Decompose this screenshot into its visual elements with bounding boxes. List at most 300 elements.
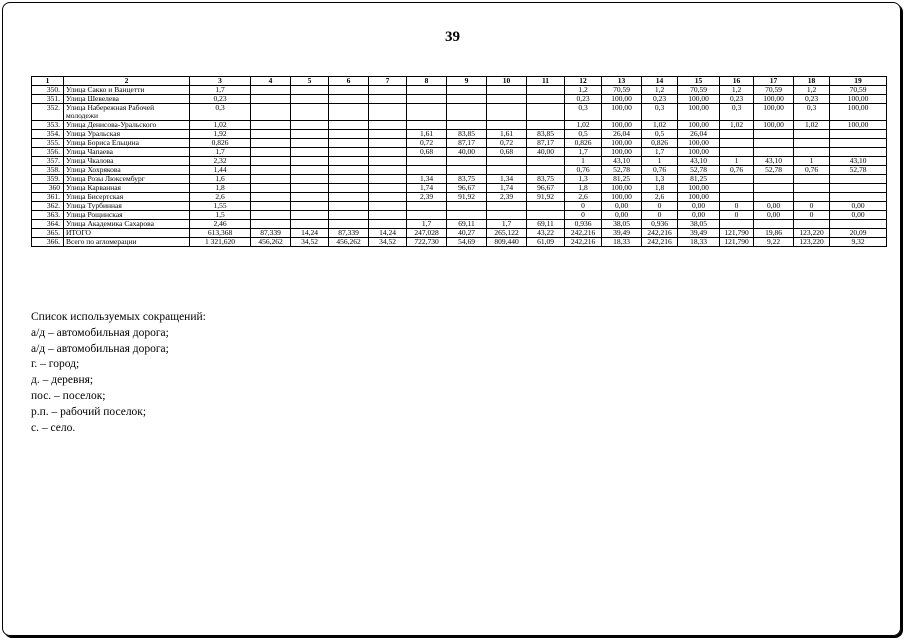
table-cell — [794, 130, 830, 139]
table-cell — [369, 157, 407, 166]
column-header: 6 — [329, 77, 369, 86]
table-cell — [447, 166, 487, 175]
table-cell: 0,936 — [565, 220, 602, 229]
table-row — [32, 166, 887, 175]
table-cell — [369, 139, 407, 148]
table-cell — [407, 211, 447, 220]
table-cell: 100,00 — [602, 148, 642, 157]
table-cell: 52,78 — [602, 166, 642, 175]
table-cell: 2,46 — [190, 220, 251, 229]
table-cell: 43,10 — [602, 157, 642, 166]
table-cell — [291, 175, 329, 184]
table-cell: 26,04 — [678, 130, 720, 139]
table-cell — [291, 157, 329, 166]
table-cell — [251, 157, 291, 166]
table-row — [32, 86, 887, 95]
table-cell — [251, 130, 291, 139]
table-cell: 0 — [794, 202, 830, 211]
table-cell: 9,32 — [830, 238, 887, 247]
table-cell — [369, 175, 407, 184]
table-cell: 0,76 — [565, 166, 602, 175]
table-cell — [447, 104, 487, 121]
row-number: 356. — [32, 148, 64, 157]
table-cell — [527, 157, 565, 166]
table-cell — [251, 175, 291, 184]
table-cell — [251, 184, 291, 193]
street-name: Улица Чкалова — [64, 157, 190, 166]
street-name: Улица Шевелева — [64, 95, 190, 104]
table-cell: 1,74 — [407, 184, 447, 193]
table-cell: 1,2 — [720, 86, 754, 95]
table-cell — [291, 166, 329, 175]
street-name: Улица Бисертская — [64, 193, 190, 202]
table-cell — [754, 148, 794, 157]
column-header: 14 — [642, 77, 678, 86]
table-cell: 1,02 — [190, 121, 251, 130]
table-cell — [329, 220, 369, 229]
table-cell — [447, 86, 487, 95]
table-cell: 100,00 — [678, 148, 720, 157]
table-cell: 83,85 — [447, 130, 487, 139]
row-number: 354. — [32, 130, 64, 139]
table-cell: 100,00 — [830, 104, 887, 121]
table-cell — [329, 166, 369, 175]
table-cell — [527, 95, 565, 104]
table-cell: 100,00 — [754, 95, 794, 104]
table-cell: 87,17 — [447, 139, 487, 148]
table-cell: 0 — [720, 211, 754, 220]
table-cell: 19,86 — [754, 229, 794, 238]
table-cell — [251, 166, 291, 175]
table-cell: 39,49 — [602, 229, 642, 238]
table-cell: 0,23 — [720, 95, 754, 104]
table-cell: 100,00 — [830, 121, 887, 130]
table-cell: 1,02 — [720, 121, 754, 130]
table-cell — [407, 95, 447, 104]
table-cell — [291, 139, 329, 148]
table-cell — [527, 211, 565, 220]
table-cell: 83,75 — [447, 175, 487, 184]
table-cell: 2,6 — [190, 193, 251, 202]
table-cell — [369, 104, 407, 121]
table-cell: 100,00 — [678, 95, 720, 104]
table-cell: 2,39 — [487, 193, 527, 202]
row-number: 353. — [32, 121, 64, 130]
table-cell — [720, 220, 754, 229]
row-number: 363. — [32, 211, 64, 220]
street-name: Улица Уральская — [64, 130, 190, 139]
abbreviation-item: а/д – автомобильная дорога; — [31, 342, 169, 355]
table-row — [32, 184, 887, 193]
row-number: 360 — [32, 184, 64, 193]
table-cell: 100,00 — [754, 104, 794, 121]
table-cell: 0,68 — [487, 148, 527, 157]
table-cell: 242,216 — [642, 238, 678, 247]
table-cell — [291, 211, 329, 220]
table-row — [32, 104, 887, 121]
table-row — [32, 238, 887, 247]
table-cell — [720, 175, 754, 184]
table-cell — [369, 130, 407, 139]
table-cell: 1,61 — [407, 130, 447, 139]
table-cell: 0 — [565, 202, 602, 211]
table-cell: 87,339 — [329, 229, 369, 238]
table-cell: 9,22 — [754, 238, 794, 247]
table-cell — [447, 211, 487, 220]
table-cell: 100,00 — [602, 184, 642, 193]
table-cell: 0,76 — [642, 166, 678, 175]
table-cell: 1,6 — [190, 175, 251, 184]
table-cell: 43,22 — [527, 229, 565, 238]
table-cell — [830, 130, 887, 139]
column-header: 18 — [794, 77, 830, 86]
table-cell: 40,27 — [447, 229, 487, 238]
table-cell — [251, 139, 291, 148]
row-number: 355. — [32, 139, 64, 148]
row-number: 359. — [32, 175, 64, 184]
table-cell — [754, 130, 794, 139]
row-number: 350. — [32, 86, 64, 95]
table-cell — [329, 193, 369, 202]
table-cell: 34,52 — [369, 238, 407, 247]
table-cell: 100,00 — [678, 104, 720, 121]
street-name: Улица Бориса Ельцина — [64, 139, 190, 148]
table-cell: 100,00 — [678, 193, 720, 202]
table-cell: 1,7 — [565, 148, 602, 157]
table-cell — [720, 139, 754, 148]
column-header: 15 — [678, 77, 720, 86]
table-cell — [830, 220, 887, 229]
table-cell — [291, 148, 329, 157]
table-cell — [830, 193, 887, 202]
table-cell — [329, 104, 369, 121]
abbreviation-item: г. – город; — [31, 358, 80, 371]
table-cell: 0,3 — [794, 104, 830, 121]
table-cell: 1,2 — [642, 86, 678, 95]
table-cell — [251, 193, 291, 202]
table-cell: 70,59 — [602, 86, 642, 95]
table-cell: 1 — [642, 157, 678, 166]
column-header: 9 — [447, 77, 487, 86]
table-cell: 81,25 — [602, 175, 642, 184]
table-cell: 54,69 — [447, 238, 487, 247]
table-cell: 91,92 — [527, 193, 565, 202]
table-cell — [329, 157, 369, 166]
table-cell: 100,00 — [678, 121, 720, 130]
table-cell: 1,55 — [190, 202, 251, 211]
table-cell — [291, 121, 329, 130]
table-cell: 20,09 — [830, 229, 887, 238]
column-header: 5 — [291, 77, 329, 86]
page-number: 39 — [445, 29, 460, 45]
table-cell: 70,59 — [678, 86, 720, 95]
table-cell — [369, 148, 407, 157]
table-cell: 0,23 — [794, 95, 830, 104]
street-name: Улица Академика Сахарова — [64, 220, 190, 229]
table-cell: 1 — [794, 157, 830, 166]
table-cell: 1,8 — [190, 184, 251, 193]
table-cell: 100,00 — [602, 95, 642, 104]
table-cell — [251, 86, 291, 95]
table-cell: 0,72 — [407, 139, 447, 148]
table-cell: 0,826 — [190, 139, 251, 148]
table-cell: 96,67 — [447, 184, 487, 193]
table-cell — [794, 175, 830, 184]
table-cell: 100,00 — [602, 121, 642, 130]
table-cell: 0,3 — [565, 104, 602, 121]
table-row — [32, 95, 887, 104]
table-cell — [329, 86, 369, 95]
row-number: 352. — [32, 104, 64, 121]
table-cell — [251, 104, 291, 121]
table-cell: 1,02 — [565, 121, 602, 130]
table-cell: 2,32 — [190, 157, 251, 166]
row-number: 364. — [32, 220, 64, 229]
table-row — [32, 193, 887, 202]
table-cell: 0,936 — [642, 220, 678, 229]
table-cell: 1,92 — [190, 130, 251, 139]
table-cell — [291, 184, 329, 193]
table-cell: 242,216 — [565, 238, 602, 247]
column-header: 10 — [487, 77, 527, 86]
table-cell — [291, 193, 329, 202]
table-cell: 722,730 — [407, 238, 447, 247]
table-cell — [329, 202, 369, 211]
abbreviation-item: р.п. – рабочий поселок; — [31, 405, 147, 418]
table-cell: 18,33 — [678, 238, 720, 247]
table-cell — [487, 166, 527, 175]
table-cell: 40,00 — [527, 148, 565, 157]
table-cell — [369, 184, 407, 193]
abbreviation-item: пос. – поселок; — [31, 389, 106, 402]
table-cell: 1,3 — [642, 175, 678, 184]
table-cell — [291, 220, 329, 229]
table-cell: 1,34 — [487, 175, 527, 184]
table-cell — [329, 95, 369, 104]
table-cell: 18,33 — [602, 238, 642, 247]
table-cell — [794, 148, 830, 157]
table-cell: 123,220 — [794, 238, 830, 247]
table-cell: 0,00 — [678, 202, 720, 211]
table-cell — [720, 184, 754, 193]
table-cell — [329, 121, 369, 130]
table-cell — [720, 148, 754, 157]
column-header: 7 — [369, 77, 407, 86]
table-cell: 121,790 — [720, 229, 754, 238]
table-cell — [487, 86, 527, 95]
row-number: 362. — [32, 202, 64, 211]
table-cell: 100,00 — [678, 139, 720, 148]
table-cell — [754, 193, 794, 202]
table-cell: 100,00 — [602, 139, 642, 148]
table-cell: 242,216 — [642, 229, 678, 238]
table-cell: 0,23 — [642, 95, 678, 104]
table-cell: 100,00 — [602, 193, 642, 202]
row-number: 358. — [32, 166, 64, 175]
table-cell: 1 — [720, 157, 754, 166]
table-cell: 1,2 — [794, 86, 830, 95]
table-cell: 0,00 — [830, 202, 887, 211]
table-cell — [830, 184, 887, 193]
table-cell: 1,8 — [565, 184, 602, 193]
table-cell — [487, 202, 527, 211]
table-cell — [291, 86, 329, 95]
table-cell: 0,23 — [190, 95, 251, 104]
table-cell: 100,00 — [830, 95, 887, 104]
column-header: 3 — [190, 77, 251, 86]
street-name: Улица Турбинная — [64, 202, 190, 211]
row-number: 361. — [32, 193, 64, 202]
table-cell: 613,368 — [190, 229, 251, 238]
table-cell: 43,10 — [754, 157, 794, 166]
table-cell — [329, 130, 369, 139]
table-cell: 809,440 — [487, 238, 527, 247]
table-cell — [527, 121, 565, 130]
table-cell: 52,78 — [678, 166, 720, 175]
table-cell — [830, 139, 887, 148]
table-cell: 26,04 — [602, 130, 642, 139]
table-cell: 0,00 — [602, 211, 642, 220]
table-header-row — [32, 77, 887, 86]
table-row — [32, 157, 887, 166]
table-cell — [291, 130, 329, 139]
table-cell: 1,7 — [407, 220, 447, 229]
table-cell: 100,00 — [678, 184, 720, 193]
table-cell — [251, 211, 291, 220]
table-cell: 14,24 — [369, 229, 407, 238]
table-cell: 34,52 — [291, 238, 329, 247]
table-cell: 1,02 — [642, 121, 678, 130]
row-number: 357. — [32, 157, 64, 166]
table-cell: 100,00 — [602, 104, 642, 121]
column-header: 8 — [407, 77, 447, 86]
table-cell — [527, 202, 565, 211]
table-cell: 0,00 — [754, 211, 794, 220]
table-cell: 70,59 — [830, 86, 887, 95]
table-cell: 1,2 — [565, 86, 602, 95]
table-cell — [754, 184, 794, 193]
table-cell — [251, 202, 291, 211]
table-cell: 0,00 — [830, 211, 887, 220]
table-cell — [251, 148, 291, 157]
table-cell: 39,49 — [678, 229, 720, 238]
table-cell: 0,76 — [794, 166, 830, 175]
table-cell: 81,25 — [678, 175, 720, 184]
table-cell: 1,61 — [487, 130, 527, 139]
table-cell: 1,3 — [565, 175, 602, 184]
table-row — [32, 175, 887, 184]
table-cell — [754, 220, 794, 229]
table-cell: 96,67 — [527, 184, 565, 193]
table-cell: 2,6 — [565, 193, 602, 202]
table-cell: 52,78 — [754, 166, 794, 175]
table-cell: 2,6 — [642, 193, 678, 202]
table-cell: 1 — [565, 157, 602, 166]
table-cell — [794, 139, 830, 148]
table-cell: 1,7 — [487, 220, 527, 229]
row-number: 366. — [32, 238, 64, 247]
column-header: 2 — [64, 77, 190, 86]
table-cell — [447, 202, 487, 211]
table-cell: 70,59 — [754, 86, 794, 95]
table-cell: 2,39 — [407, 193, 447, 202]
table-cell — [527, 104, 565, 121]
table-cell: 0,5 — [642, 130, 678, 139]
table-cell: 0 — [794, 211, 830, 220]
table-cell: 100,00 — [754, 121, 794, 130]
column-header: 17 — [754, 77, 794, 86]
table-cell — [754, 175, 794, 184]
table-cell: 0,00 — [678, 211, 720, 220]
street-name: Улица Сакко и Ванцетти — [64, 86, 190, 95]
column-header: 19 — [830, 77, 887, 86]
table-cell — [447, 121, 487, 130]
table-cell — [830, 175, 887, 184]
table-row — [32, 130, 887, 139]
table-cell — [369, 202, 407, 211]
table-cell — [291, 104, 329, 121]
table-cell: 87,17 — [527, 139, 565, 148]
table-cell — [251, 121, 291, 130]
table-cell: 83,85 — [527, 130, 565, 139]
table-cell — [407, 86, 447, 95]
table-cell — [407, 166, 447, 175]
table-cell — [369, 193, 407, 202]
table-cell — [369, 211, 407, 220]
row-number: 365. — [32, 229, 64, 238]
table-cell — [720, 193, 754, 202]
data-table — [31, 76, 887, 247]
table-cell — [251, 95, 291, 104]
street-name: Всего по агломерации — [64, 238, 190, 247]
column-header: 13 — [602, 77, 642, 86]
table-cell — [291, 202, 329, 211]
table-cell: 1,44 — [190, 166, 251, 175]
table-cell — [754, 139, 794, 148]
street-name: Улица Хохрякова — [64, 166, 190, 175]
column-header: 11 — [527, 77, 565, 86]
table-cell: 0,3 — [642, 104, 678, 121]
table-row — [32, 202, 887, 211]
table-cell: 456,262 — [329, 238, 369, 247]
table-cell: 1,34 — [407, 175, 447, 184]
table-cell — [369, 121, 407, 130]
table-cell — [527, 86, 565, 95]
table-cell: 0 — [720, 202, 754, 211]
table-cell: 242,216 — [565, 229, 602, 238]
table-cell — [447, 95, 487, 104]
table-cell — [720, 130, 754, 139]
table-cell: 265,122 — [487, 229, 527, 238]
table-cell: 38,05 — [678, 220, 720, 229]
table-cell: 123,220 — [794, 229, 830, 238]
table-cell: 1,5 — [190, 211, 251, 220]
table-cell: 40,00 — [447, 148, 487, 157]
table-cell — [407, 121, 447, 130]
table-cell: 0,72 — [487, 139, 527, 148]
street-name: Улица Рощинская — [64, 211, 190, 220]
abbreviation-item: а/д – автомобильная дорога; — [31, 326, 169, 339]
table-cell — [369, 166, 407, 175]
table-cell — [830, 148, 887, 157]
abbreviation-item: с. – село. — [31, 421, 76, 434]
table-cell: 1,7 — [642, 148, 678, 157]
column-header: 16 — [720, 77, 754, 86]
table-cell — [407, 104, 447, 121]
table-cell — [329, 184, 369, 193]
table-row — [32, 211, 887, 220]
table-row — [32, 220, 887, 229]
